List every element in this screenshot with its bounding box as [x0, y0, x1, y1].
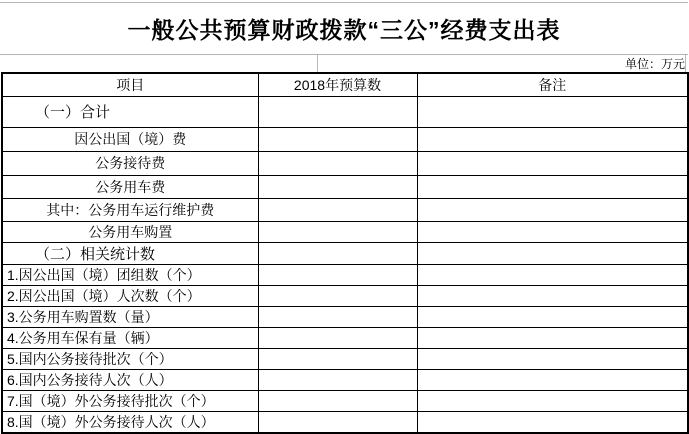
col-header-item: 项目: [2, 73, 258, 96]
budget-cell: [258, 127, 417, 151]
item-cell: （二）相关统计数: [2, 242, 258, 264]
note-cell: [417, 411, 688, 433]
note-cell: [417, 151, 688, 175]
sheet-gridline: [317, 55, 318, 72]
item-cell: 6.国内公务接待人次（人）: [2, 369, 258, 390]
table-row: [2, 175, 688, 198]
note-cell: [417, 264, 688, 285]
note-cell: [417, 198, 688, 221]
budget-cell: [258, 411, 417, 433]
budget-cell: [258, 175, 417, 198]
sheet-gridline: [685, 55, 686, 72]
table-row: [2, 306, 688, 327]
note-cell: [417, 369, 688, 390]
budget-cell: [258, 96, 417, 127]
note-cell: [417, 327, 688, 348]
unit-note: 单位：万元: [624, 57, 685, 71]
budget-cell: [258, 264, 417, 285]
table-row: [2, 221, 688, 242]
note-cell: [417, 96, 688, 127]
note-cell: [417, 221, 688, 242]
item-cell: 2.因公出国（境）人次数（个）: [2, 285, 258, 306]
budget-cell: [258, 306, 417, 327]
budget-cell: [258, 390, 417, 411]
item-cell: 公务用车购置: [2, 221, 258, 242]
note-cell: [417, 348, 688, 369]
col-header-note: 备注: [417, 73, 688, 96]
table-row: [2, 96, 688, 127]
item-cell: 1.因公出国（境）团组数（个）: [2, 264, 258, 285]
item-cell: 8.国（境）外公务接待人次（人）: [2, 411, 258, 433]
table-row: [2, 390, 688, 411]
item-cell: 5.国内公务接待批次（个）: [2, 348, 258, 369]
table-row: [2, 285, 688, 306]
table-row: [2, 127, 688, 151]
table-row: [2, 327, 688, 348]
item-cell: 公务用车费: [2, 175, 258, 198]
note-cell: [417, 306, 688, 327]
item-cell: （一）合计: [2, 96, 258, 127]
note-cell: [417, 285, 688, 306]
item-cell: 4.公务用车保有量（辆）: [2, 327, 258, 348]
item-cell: 3.公务用车购置数（量）: [2, 306, 258, 327]
col-header-budget-2018: 2018年预算数: [258, 73, 417, 96]
table-row: [2, 151, 688, 175]
budget-cell: [258, 221, 417, 242]
budget-cell: [258, 151, 417, 175]
note-cell: [417, 127, 688, 151]
unit-note-row: [0, 54, 688, 72]
budget-cell: [258, 369, 417, 390]
budget-cell: [258, 285, 417, 306]
table-row: [2, 411, 688, 433]
note-cell: [417, 175, 688, 198]
item-cell: 公务接待费: [2, 151, 258, 175]
item-cell: 7.国（境）外公务接待批次（个）: [2, 390, 258, 411]
note-cell: [417, 390, 688, 411]
page-title: 一般公共预算财政拨款“三公”经费支出表: [127, 17, 561, 43]
budget-cell: [258, 242, 417, 264]
table-row: [2, 264, 688, 285]
three-public-expense-table: [1, 72, 689, 434]
table-row: [2, 242, 688, 264]
table-row: [2, 198, 688, 221]
budget-cell: [258, 198, 417, 221]
table-row: [2, 369, 688, 390]
header-row: [2, 73, 688, 96]
budget-cell: [258, 348, 417, 369]
note-cell: [417, 242, 688, 264]
item-cell: 因公出国（境）费: [2, 127, 258, 151]
table-row: [2, 348, 688, 369]
item-cell: 其中：公务用车运行维护费: [2, 198, 258, 221]
budget-cell: [258, 327, 417, 348]
